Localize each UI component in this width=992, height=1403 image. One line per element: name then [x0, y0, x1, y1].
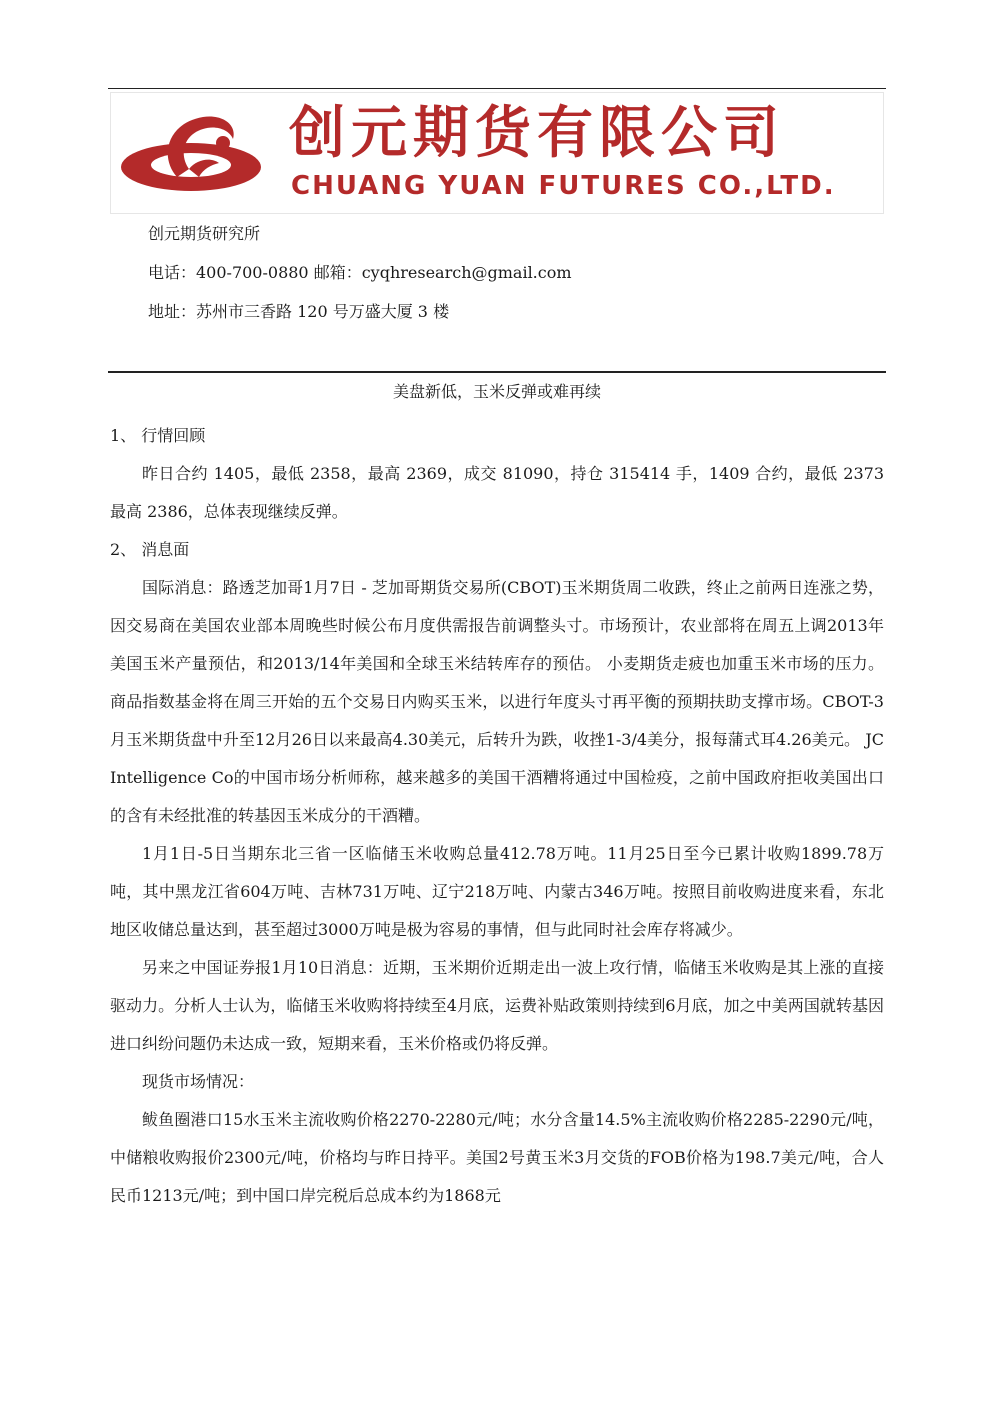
spot-market-label: 现货市场情况：	[142, 1072, 255, 1091]
company-banner	[110, 92, 884, 214]
article-title: 美盘新低，玉米反弹或难再续	[392, 382, 601, 401]
company-name-cn: 创元期货有限公司	[289, 101, 785, 166]
contact-phone-email: 电话：400-700-0880 邮箱：cyqhresearch@gmail.com	[148, 263, 572, 282]
article-body	[110, 417, 884, 1215]
top-rule	[108, 88, 886, 89]
section-heading-news: 2、 消息面	[110, 540, 190, 559]
contact-address: 地址：苏州市三香路 120 号万盛大厦 3 楼	[148, 302, 450, 321]
market-review-paragraph: 昨日合约 1405，最低 2358，最高 2369，成交 81090，持仓 315414 手，1409 合约，最低 2373 最高 2386，总体表现继续反弹。	[110, 464, 884, 521]
news-paragraph-securities-times: 另来之中国证券报1月10日消息：近期，玉米期价近期走出一波上攻行情，临储玉米收购是其上涨的直接驱动力。分析人士认为，临储玉米收购将持续至4月底，运费补贴政策则持续到6月底，加之中美两国就转基因进口纠纷问题仍未达成一致，短期来看，玉米价格或仍将反弹。	[110, 958, 884, 1053]
section-heading-market-review: 1、 行情回顾	[110, 426, 206, 445]
news-paragraph-reserve-purchase: 1月1日-5日当期东北三省一区临储玉米收购总量412.78万吨。11月25日至今已累计收购1899.78万吨，其中黑龙江省604万吨、吉林731万吨、辽宁218万吨、内蒙古346万吨。按照目前收购进度来看，东北地区收储总量达到，甚至超过3000万吨是极为容易的事情，但与此同时社会库存将减少。	[110, 844, 884, 939]
spot-market-paragraph: 鲅鱼圈港口15水玉米主流收购价格2270-2280元/吨；水分含量14.5%主流收购价格2285-2290元/吨，中储粮收购报价2300元/吨，价格均与昨日持平。美国2号黄玉米3月交货的FOB价格为198.7美元/吨，合人民币1213元/吨；到中国口岸完税后总成本约为1868元	[110, 1110, 884, 1205]
company-name-en: CHUANG YUAN FUTURES CO.,LTD.	[291, 171, 836, 201]
institute-name: 创元期货研究所	[148, 224, 261, 243]
cy-swirl-logo-icon	[119, 107, 269, 201]
news-paragraph-international: 国际消息：路透芝加哥1月7日 - 芝加哥期货交易所(CBOT)玉米期货周二收跌，终止之前两日连涨之势，因交易商在美国农业部本周晚些时候公布月度供需报告前调整头寸。市场预计，农业部将在周五上调2013年美国玉米产量预估，和2013/14年美国和全球玉米结转库存的预估。 小麦期货走疲也加重玉米市场的压力。商品指数基金将在周三开始的五个交易日内购买玉米，以进行年度头寸再平衡的预期扶助支撑市场。CBOT-3月玉米期货盘中升至12月26日以来最高4.30美元，后转升为跌，收挫1-3/4美分，报每蒲式耳4.26美元。 JC Intelligence Co的中国市场分析师称，越来越多的美国干酒糟将通过中国检疫，之前中国政府拒收美国出口的含有未经批准的转基因玉米成分的干酒糟。	[110, 578, 884, 825]
section-divider	[108, 371, 886, 373]
